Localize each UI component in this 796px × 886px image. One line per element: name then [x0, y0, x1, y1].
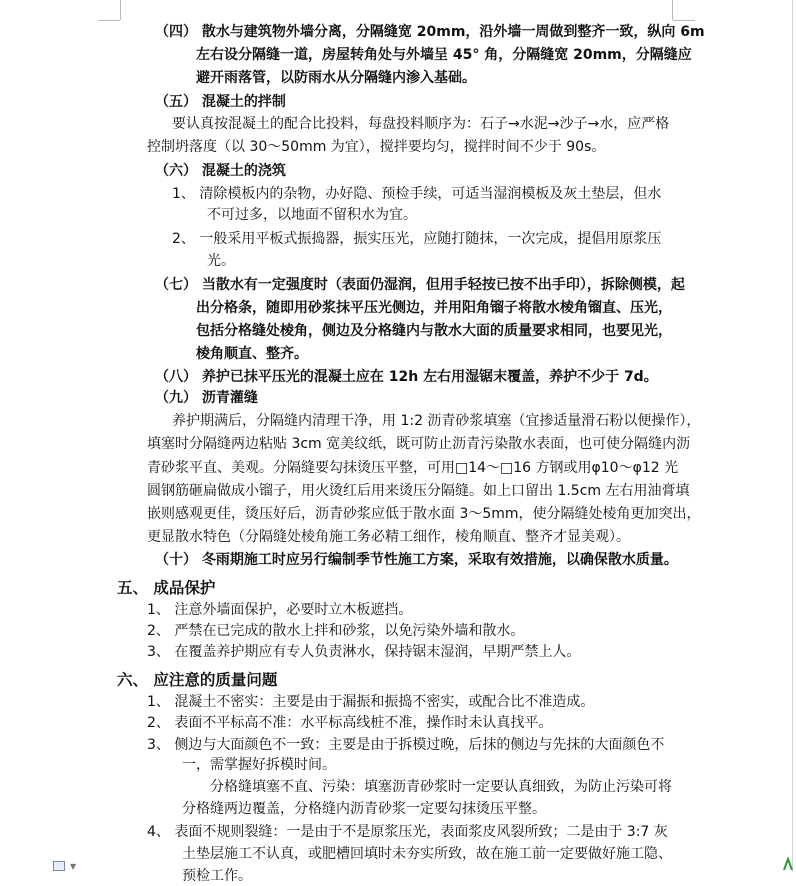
text-line: 分格缝两边覆盖，分格缝内沥青砂浆一定要勾抹烫压平整。 [182, 801, 546, 817]
margin-mark-right-h [673, 20, 695, 21]
text-line: 不可过多，以地面不留积水为宜。 [207, 207, 417, 223]
text-line: 2、 一般采用平板式振捣器，振实压光，应随打随抹，一次完成，提倡用原浆压 [172, 231, 662, 247]
text-line: 棱角顺直、整齐。 [196, 346, 308, 362]
text-line: 一，需掌握好拆模时间。 [182, 757, 336, 773]
text-line: 3、 侧边与大面颜色不一致：主要是由于拆模过晚，后抹的侧边与先抹的大面颜色不 [147, 737, 665, 753]
text-line: 4、 表面不规则裂缝：一是由于不是原浆压光，表面浆皮风裂所致；二是由于 3:7 灰 [147, 824, 668, 840]
text-line: （七） 当散水有一定强度时（表面仍湿润，但用手轻按已按不出手印），拆除侧模，起 [155, 277, 685, 293]
text-line: （九） 沥青灌缝 [155, 390, 258, 406]
text-line: 光。 [207, 253, 235, 269]
text-line: 青砂浆平直、美观。分隔缝要勾抹烫压平整，可用□14～□16 方钢或用φ10～φ12 光 [147, 460, 679, 476]
text-line: 控制坍落度（以 30～50mm 为宜），搅拌要均匀，搅拌时间不少于 90s。 [147, 139, 606, 155]
text-line: 1、 清除模板内的杂物，办好隐、预检手续，可适当湿润模板及灰土垫层，但水 [172, 186, 662, 202]
document-edge [792, 0, 793, 872]
text-line: 2、 严禁在已完成的散水上拌和砂浆，以免污染外墙和散水。 [147, 623, 525, 639]
text-line: 包括分格缝处棱角，侧边及分格缝内与散水大面的质量要求相同，也要见光， [196, 323, 672, 339]
text-line: 2、 表面不平标高不准：水平标高线桩不准，操作时未认真找平。 [147, 715, 553, 731]
text-line: 1、 混凝土不密实：主要是由于漏振和振捣不密实，或配合比不准造成。 [147, 694, 595, 710]
text-line: （十） 冬雨期施工时应另行编制季节性施工方案，采取有效措施，以确保散水质量。 [155, 552, 678, 568]
section-heading: 六、 应注意的质量问题 [117, 671, 278, 689]
margin-mark-left-h [98, 20, 120, 21]
margin-mark-right [672, 0, 673, 20]
text-line: 1、 注意外墙面保护，必要时立木板遮挡。 [147, 602, 413, 618]
text-line: 养护期满后，分隔缝内清理干净，用 1:2 沥青砂浆填塞（宜掺适量滑石粉以便操作）， [172, 413, 701, 429]
text-line: 避开雨落管，以防雨水从分隔缝内渗入基础。 [196, 70, 476, 86]
text-line: 圆钢筋砸扁做成小镏子，用火烫红后用来烫压分隔缝。如上口留出 1.5cm 左右用油膏填 [147, 483, 690, 499]
text-line: 填塞时分隔缝两边粘贴 3cm 宽美纹纸，既可防止沥青污染散水表面，也可使分隔缝内沥 [147, 436, 691, 452]
text-line: 土垫层施工不认真，或肥槽回填时未夯实所致，故在施工前一定要做好施工隐、 [182, 846, 672, 862]
text-line: 要认真按混凝土的配合比投料，每盘投料顺序为：石子→水泥→沙子→水，应严格 [172, 116, 670, 132]
section-heading: 五、 成品保护 [117, 579, 216, 597]
text-line: 3、 在覆盖养护期应有专人负责淋水，保持锯末湿润，早期严禁上人。 [147, 644, 581, 660]
text-line: 出分格条，随即用砂浆抹平压光侧边，并用阳角镏子将散水棱角镏直、压光， [196, 300, 672, 316]
text-line: 嵌则感观更佳，烫压好后，沥青砂浆应低于散水面 3～5mm，使分隔缝处棱角更加突出， [147, 506, 701, 522]
chevron-down-icon[interactable]: ▼ [70, 862, 77, 871]
text-line: （六） 混凝土的浇筑 [155, 163, 286, 179]
text-line: 左右设分隔缝一道，房屋转角处与外墙呈 45° 角，分隔缝宽 20mm，分隔缝应 [196, 47, 692, 63]
text-line: （八） 养护已抹平压光的混凝土应在 12h 左右用湿锯末覆盖，养护不少于 7d。 [155, 369, 658, 385]
margin-mark-left [120, 0, 121, 20]
text-line: 更显散水特色（分隔缝处棱角施工务必精工细作，棱角顺直、整齐才显美观）。 [147, 529, 630, 545]
text-line: 分格缝填塞不直、污染：填塞沥青砂浆时一定要认真细致，为防止污染可将 [210, 779, 672, 795]
page-view-icon[interactable] [53, 861, 65, 871]
text-line: 预检工作。 [182, 868, 252, 884]
green-corner-icon [782, 856, 794, 870]
text-line: （四） 散水与建筑物外墙分离，分隔缝宽 20mm，沿外墙一周做到整齐一致，纵向 6m [155, 24, 705, 40]
text-line: （五） 混凝土的拌制 [155, 94, 286, 110]
